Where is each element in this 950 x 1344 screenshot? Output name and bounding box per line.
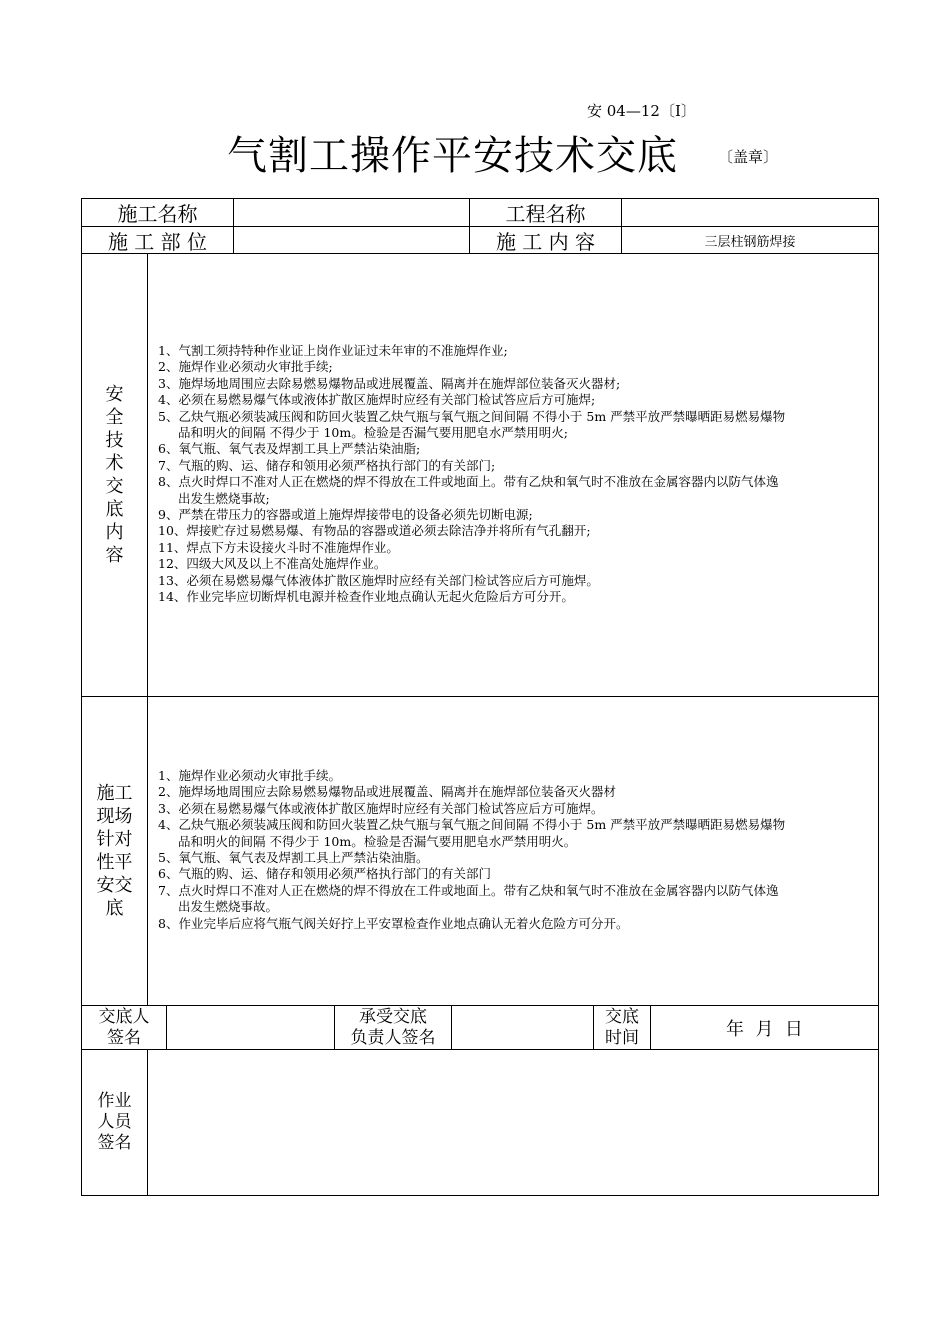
site-items-list: [158, 768, 785, 932]
label-char: 容: [105, 545, 124, 566]
list-item: 6、氧气瓶、氧气表及焊割工具上严禁沾染油脂;: [158, 441, 421, 457]
receiver-signature-label: [335, 1007, 451, 1049]
label-char: 全: [105, 407, 124, 428]
list-item: 2、施焊作业必须动火审批手续;: [158, 359, 333, 375]
list-item: 9、严禁在带压力的容器或道上施焊焊接带电的设备必须先切断电源;: [158, 507, 533, 523]
briefing-time-label: [594, 1007, 650, 1049]
list-item: 8、作业完毕后应将气瓶气阀关好拧上平安罩检查作业地点确认无着火危险方可分开。: [158, 915, 629, 931]
receiver-signature-field[interactable]: [452, 1006, 593, 1049]
label-line: 承受交底: [359, 1007, 427, 1027]
construction-content-label: 施 工 内 容: [495, 229, 596, 254]
briefer-signature-field[interactable]: [167, 1006, 334, 1049]
list-item: 1、气割工须持特种作业证上岗作业证过未年审的不准施焊作业;: [158, 343, 508, 358]
list-item: 10、焊接贮存过易燃易爆、有物品的容器或道必须去除洁净并将所有气孔翻开;: [158, 523, 591, 539]
list-item: 出发生燃烧事故;: [178, 490, 270, 506]
row-divider: [82, 696, 878, 697]
label-line: 交底: [605, 1007, 639, 1027]
label-char: 内: [105, 522, 124, 543]
construction-part-field[interactable]: [234, 227, 469, 253]
label-line: 负责人签名: [350, 1028, 436, 1048]
list-item: 出发生燃烧事故。: [178, 899, 279, 915]
construction-content-field[interactable]: 三层柱钢筋焊接: [704, 234, 796, 250]
label-char: 底: [105, 499, 124, 520]
list-item: 3、必须在易燃易爆气体或液体扩散区施焊时应经有关部门检试答应后方可施焊。: [158, 800, 604, 816]
page-title: 气割工操作平安技术交底: [227, 133, 678, 179]
briefer-signature-label: [82, 1007, 166, 1049]
list-item: 4、乙炔气瓶必须装减压阀和防回火装置乙炔气瓶与氧气瓶之间间隔 不得小于 5m 严禁平放严禁曝晒距易燃易爆物: [158, 817, 786, 833]
list-item: 5、乙炔气瓶必须装减压阀和防回火装置乙炔气瓶与氧气瓶之间间隔 不得小于 5m 严禁平放严禁曝晒距易燃易爆物: [158, 408, 786, 424]
site-briefing-label: [82, 697, 147, 1005]
construction-part-label: 施 工 部 位: [107, 229, 208, 254]
construction-name-label: 施工名称: [117, 202, 198, 226]
label-line: 作业: [97, 1091, 132, 1111]
project-name-label: 工程名称: [505, 202, 586, 226]
label-line: 人员: [97, 1112, 132, 1132]
list-item: 8、点火时焊口不准对人正在燃烧的焊不得放在工件或地面上。带有乙炔和氧气时不准放在金属容器内以防气体逸: [158, 474, 779, 490]
label-char: 术: [105, 453, 124, 474]
label-line: 签名: [97, 1133, 132, 1153]
list-item: 4、必须在易燃易爆气体或液体扩散区施焊时应经有关部门检试答应后方可施焊;: [158, 392, 596, 408]
list-item: 3、施焊场地周围应去除易燃易爆物品或进展覆盖、隔离并在施焊部位装备灭火器材;: [158, 375, 621, 391]
list-item: 11、焊点下方未设接火斗时不准施焊作业。: [158, 539, 399, 555]
label-line: 性平: [96, 852, 133, 873]
label-line: 时间: [605, 1028, 639, 1048]
list-item: 7、点火时焊口不准对人正在燃烧的焊不得放在工件或地面上。带有乙炔和氧气时不准放在金属容器内以防气体逸: [158, 882, 779, 898]
workers-signature-label: [82, 1050, 147, 1195]
briefing-date-field[interactable]: 年 月 日: [726, 1018, 803, 1040]
col-divider: [147, 253, 148, 1005]
list-item: 1、施焊作业必须动火审批手续。: [158, 768, 341, 783]
safety-items-list: [158, 343, 785, 606]
label-line: 交底人: [98, 1007, 150, 1027]
list-item: 14、作业完毕应切断焊机电源并检查作业地点确认无起火危险后方可分开。: [158, 589, 574, 605]
label-line: 安交: [96, 875, 133, 896]
list-item: 6、气瓶的购、运、储存和领用必须严格执行部门的有关部门: [158, 866, 491, 882]
stamp-note: 〔盖章〕: [718, 148, 779, 166]
label-line: 施工: [96, 783, 133, 804]
briefing-form: [81, 198, 879, 1196]
label-char: 安: [105, 384, 124, 405]
label-line: 底: [105, 898, 124, 919]
label-line: 现场: [96, 806, 133, 827]
list-item: 品和明火的间隔 不得少于 10m。检验是否漏气要用肥皂水严禁用明火。: [178, 833, 577, 849]
construction-name-field[interactable]: [234, 199, 469, 226]
list-item: 13、必须在易燃易爆气体液体扩散区施焊时应经有关部门检试答应后方可施焊。: [158, 572, 599, 588]
list-item: 品和明火的间隔 不得少于 10m。检验是否漏气要用肥皂水严禁用明火;: [178, 425, 568, 441]
safety-content-label: [82, 254, 147, 696]
list-item: 2、施焊场地周围应去除易燃易爆物品或进展覆盖、隔离并在施焊部位装备灭火器材: [158, 784, 616, 800]
workers-signature-area[interactable]: [148, 1050, 878, 1195]
label-char: 交: [105, 476, 124, 497]
label-char: 技: [105, 430, 124, 451]
list-item: 5、氧气瓶、氧气表及焊割工具上严禁沾染油脂。: [158, 850, 429, 866]
project-name-field[interactable]: [622, 199, 878, 226]
label-line: 针对: [96, 829, 133, 850]
form-code: 安 04—12〔I〕: [587, 102, 696, 120]
list-item: 12、四级大风及以上不准高处施焊作业。: [158, 556, 387, 572]
label-line: 签名: [107, 1028, 141, 1048]
list-item: 7、气瓶的购、运、储存和领用必须严格执行部门的有关部门;: [158, 457, 496, 473]
